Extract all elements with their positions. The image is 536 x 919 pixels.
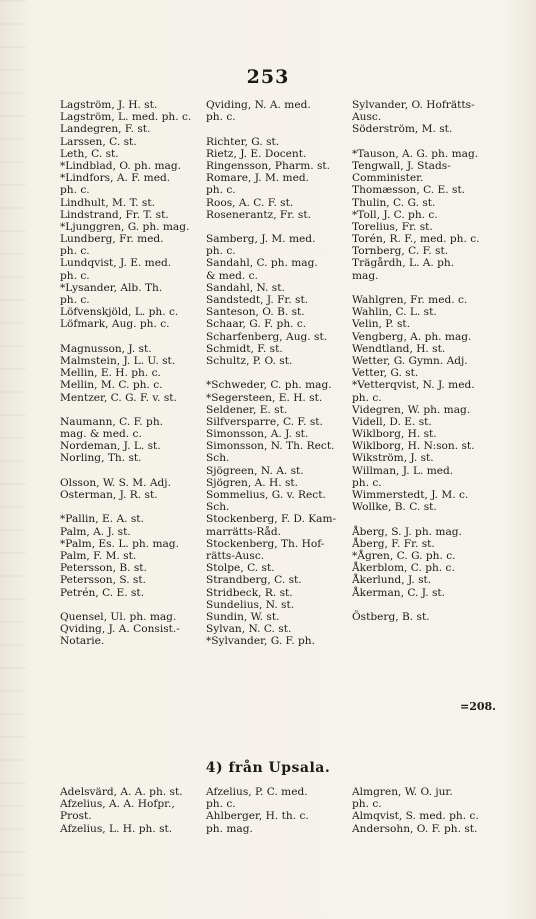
list-item: Sylvan, N. C. st. [206,623,292,636]
upsala-column-2 [206,786,309,835]
list-item: *Tauson, A. G. ph. mag. [352,147,479,160]
list-item: Palm, F. M. st. [60,549,137,562]
list-item: Sjögreen, N. A. st. [206,464,304,477]
list-item: ph. c. [352,798,382,811]
list-item: ph. c. [60,245,90,258]
list-item: mag. & med. c. [60,428,142,441]
list-item: Åkerblom, C. ph. c. [352,562,455,575]
list-item: ph. c. [60,294,90,306]
list-item: *Lindblad, O. ph. mag. [60,159,181,172]
list-item: Thulin, C. G. st. [352,196,436,209]
list-item: Afzelius, L. H. ph. st. [60,822,173,835]
list-item: Wahlin, C. L. st. [352,306,437,319]
list-item: Åberg, F. Fr. st. [352,537,435,550]
list-item: Afzelius, A. A. Hofpr., [60,798,175,811]
list-item: Malmstein, J. L. U. st. [60,354,176,367]
list-item: Wetter, G. Gymn. Adj. [352,354,468,367]
list-item: Torelius, Fr. st. [352,220,433,233]
list-item: Norling, Th. st. [60,452,142,465]
total-count: =208. [460,700,497,713]
list-item: Löfmark, Aug. ph. c. [60,318,170,331]
list-item: Sommelius, G. v. Rect. [206,489,326,501]
list-gap [60,501,200,513]
list-item: Mellin, E. H. ph. c. [60,367,161,380]
list-item: Almgren, W. O. jur. [352,786,453,798]
list-item: Almqvist, S. med. ph. c. [352,810,479,823]
list-item: Sandstedt, J. Fr. st. [206,294,309,306]
list-item: Sandahl, N. st. [206,281,285,294]
list-item: Rosenerantz, Fr. st. [206,208,311,221]
list-item: Schaar, G. F. ph. c. [206,318,307,331]
list-item: Mellin, M. C. ph. c. [60,379,163,392]
list-item: ph. c. [352,476,382,489]
list-item: ph. c. [206,798,236,811]
list-gap [60,465,200,477]
list-item: Simonsson, N. Th. Rect. [206,440,335,453]
list-item: Prost. [60,810,92,823]
list-item: marrätts-Råd. [206,525,282,538]
list-item: ph. c. [60,184,90,197]
list-gap [352,282,522,294]
list-item: *Palm, Es. L. ph. mag. [60,537,179,550]
list-item: Scharfenberg, Aug. st. [206,330,328,343]
column-2 [206,99,346,647]
list-item: Ringensson, Pharm. st. [206,159,331,172]
list-item: Vengberg, A. ph. mag. [352,330,472,343]
list-item: Sandahl, C. ph. mag. [206,257,318,270]
list-item: Lagström, L. med. ph. c. [60,111,192,124]
list-item: Simonsson, A. J. st. [206,428,309,441]
list-gap [206,123,346,135]
list-item: Nordeman, J. L. st. [60,440,161,453]
list-item: Willman, J. L. med. [352,464,454,477]
upsala-column-3 [352,786,479,835]
list-item: *Ågren, C. G. ph. c. [352,549,456,562]
list-item: *Lysander, Alb. Th. [60,281,163,294]
list-gap [352,136,522,148]
list-item: Sundelius, N. st. [206,598,295,611]
list-item: Östberg, B. st. [352,610,430,623]
list-item: Petersson, S. st. [60,574,146,587]
list-item: Velin, P. st. [352,318,411,331]
list-item: Richter, G. st. [206,135,280,148]
list-item: Silfversparre, C. F. st. [206,415,323,428]
list-item: Osterman, J. R. st. [60,489,158,501]
list-item: *Sylvander, G. F. ph. [206,635,315,648]
list-item: Ausc. [352,111,382,124]
section-title: 4) från Upsala. [205,760,331,776]
list-item: Petersson, B. st. [60,562,147,575]
list-item: Ahlberger, H. th. c. [206,810,309,823]
list-item: Notarie. [60,635,105,648]
list-item: Stolpe, C. st. [206,562,275,575]
list-item: Söderström, M. st. [352,123,453,136]
list-item: Wollke, B. C. st. [352,501,437,514]
list-item: Petrén, C. E. st. [60,586,145,599]
list-item: mag. [352,269,379,282]
list-item: ph. c. [206,184,236,197]
list-item: *Vetterqvist, N. J. med. [352,379,475,392]
list-gap [352,513,522,525]
list-item: Stridbeck, R. st. [206,586,293,599]
list-item: Wimmerstedt, J. M. c. [352,489,469,501]
list-item: Comminister. [352,172,424,185]
list-item: *Pallin, E. A. st. [60,513,144,526]
page-number: 253 [246,66,290,88]
list-item: Lundberg, Fr. med. [60,233,164,246]
list-item: & med. c. [206,269,258,282]
list-item: Wikström, J. st. [352,452,434,465]
list-item: Tornberg, C. F. st. [352,245,449,258]
list-item: *Toll, J. C. ph. c. [352,208,438,221]
list-gap [352,599,522,611]
list-item: Samberg, J. M. med. [206,233,316,246]
list-item: Magnusson, J. st. [60,342,152,355]
list-gap [60,404,200,416]
list-item: Andersohn, O. F. ph. st. [352,822,478,835]
list-item: Schultz, P. O. st. [206,354,293,367]
list-item: Thomæsson, C. E. st. [352,184,466,197]
list-item: Larssen, C. st. [60,135,137,148]
list-item: Strandberg, C. st. [206,574,302,587]
list-item: Torén, R. F., med. ph. c. [352,233,480,246]
list-item: Sundin, W. st. [206,610,280,623]
list-item: Wiklborg, H. st. [352,428,437,441]
list-item: *Ljunggren, G. ph. mag. [60,220,190,233]
list-item: Leth, C. st. [60,147,119,160]
list-item: Sjögren, A. H. st. [206,476,299,489]
list-item: Schmidt, F. st. [206,342,283,355]
list-item: Quensel, Ul. ph. mag. [60,610,177,623]
list-item: Qviding, J. A. Consist.- [60,623,180,636]
list-item: *Segersteen, E. H. st. [206,391,323,404]
list-item: rätts-Ausc. [206,549,265,562]
list-item: Åkerman, C. J. st. [352,586,446,599]
upsala-column-1 [60,786,183,835]
margin-shadow [0,0,26,919]
column-3 [352,99,522,623]
list-item: Trägårdh, L. A. ph. [352,257,455,270]
list-item: Sylvander, O. Hofrätts- [352,99,475,111]
list-item: Lindstrand, Fr. T. st. [60,208,169,221]
list-item: Wiklborg, H. N:son. st. [352,440,475,453]
list-item: ph. c. [206,245,236,258]
list-item: ph. c. [206,111,236,124]
list-gap [206,221,346,233]
list-item: ph. mag. [206,822,253,835]
list-item: ph. c. [60,269,90,282]
list-item: Stockenberg, F. D. Kam- [206,513,337,526]
list-item: Mentzer, C. G. F. v. st. [60,391,177,404]
list-item: Sch. [206,501,230,514]
list-item: Lagström, J. H. st. [60,99,158,111]
list-item: Tengwall, J. Stads- [352,159,451,172]
list-gap [60,331,200,343]
list-item: Lundqvist, J. E. med. [60,257,172,270]
list-item: Landegren, F. st. [60,123,151,136]
list-item: Afzelius, P. C. med. [206,786,308,798]
list-item: ph. c. [352,391,382,404]
list-item: *Lindfors, A. F. med. [60,172,171,185]
list-item: *Schweder, C. ph. mag. [206,379,332,392]
list-item: Roos, A. C. F. st. [206,196,294,209]
list-gap [60,599,200,611]
list-item: Rietz, J. E. Docent. [206,147,307,160]
list-item: Videll, D. E. st. [352,415,432,428]
list-item: Wahlgren, Fr. med. c. [352,294,468,306]
list-item: Romare, J. M. med. [206,172,309,185]
list-item: Åberg, S. J. ph. mag. [352,525,462,538]
list-item: Löfvenskjöld, L. ph. c. [60,306,179,319]
list-item: Videgren, W. ph. mag. [352,403,471,416]
list-item: Stockenberg, Th. Hof- [206,537,325,550]
list-item: Adelsvärd, A. A. ph. st. [60,786,183,798]
list-item: Vetter, G. st. [352,367,419,380]
list-item: Naumann, C. F. ph. [60,415,164,428]
list-gap [206,367,346,379]
list-item: Seldener, E. st. [206,403,288,416]
list-item: Palm, A. J. st. [60,525,131,538]
list-item: Wendtland, H. st. [352,342,446,355]
list-item: Lindhult, M. T. st. [60,196,155,209]
list-item: Santeson, O. B. st. [206,306,305,319]
list-item: Åkerlund, J. st. [352,574,432,587]
column-1 [60,99,200,647]
list-item: Sch. [206,452,230,465]
list-item: Qviding, N. A. med. [206,99,311,111]
list-item: Olsson, W. S. M. Adj. [60,476,171,489]
